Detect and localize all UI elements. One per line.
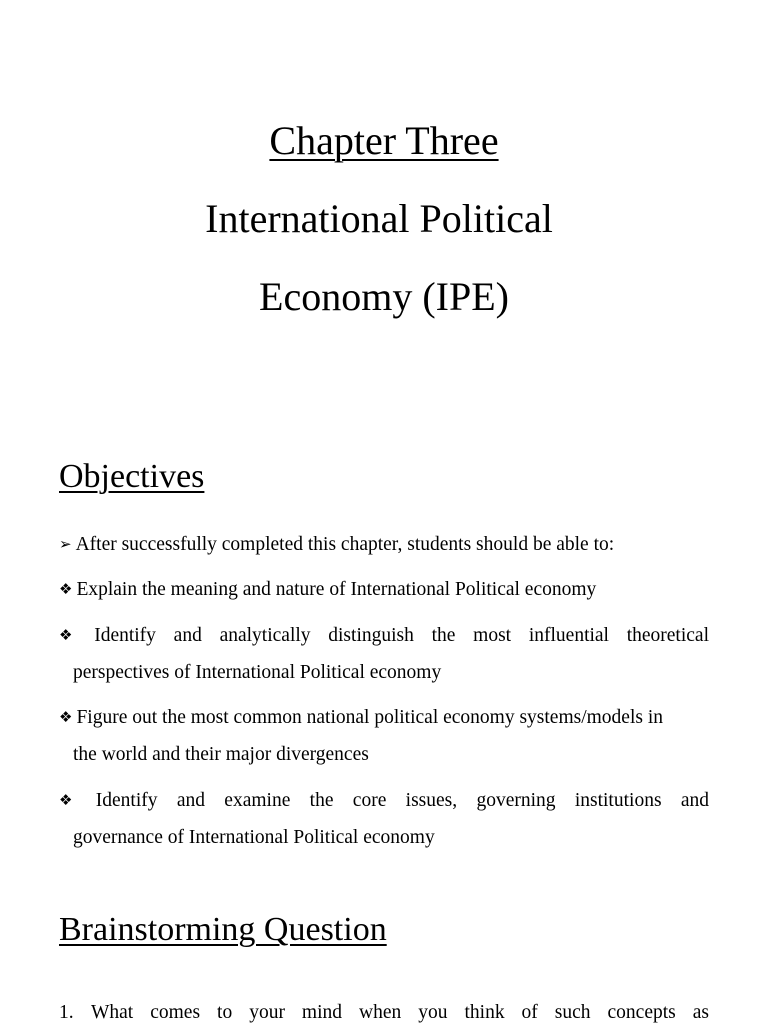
brainstorming-heading: Brainstorming Question [59, 911, 387, 948]
objective-text-continued: perspectives of International Political economy [73, 662, 442, 683]
question-number: 1. [59, 1002, 74, 1023]
objective-text: Figure out the most common national political economy systems/models in [76, 707, 664, 728]
objective-text: Identify and analytically distinguish the most influential theoretical [94, 625, 709, 646]
arrow-bullet-icon: ➢ [59, 535, 72, 553]
chapter-subtitle-line-1: International Political [205, 196, 553, 241]
objective-text: After successfully completed this chapter, students should be able to: [75, 534, 615, 555]
objective-item [59, 617, 709, 691]
objective-text-continued: governance of International Political economy [73, 827, 435, 848]
objective-item [59, 699, 709, 773]
diamond-bullet-icon: ❖ [59, 791, 73, 809]
question-text: What comes to your mind when you think of such concepts as [91, 1002, 709, 1023]
objective-text-continued: the world and their major divergences [73, 744, 369, 765]
diamond-bullet-icon: ❖ [59, 580, 73, 598]
objective-text: Identify and examine the core issues, governing institutions and [95, 790, 710, 811]
diamond-bullet-icon: ❖ [59, 626, 73, 644]
objective-item-intro [59, 526, 709, 563]
chapter-title: Chapter Three [269, 118, 499, 163]
chapter-title-block [0, 102, 768, 336]
diamond-bullet-icon: ❖ [59, 708, 73, 726]
brainstorming-question [59, 994, 709, 1031]
objective-item [59, 571, 709, 608]
objectives-heading: Objectives [59, 458, 205, 495]
chapter-subtitle-line-2: Economy (IPE) [259, 274, 509, 319]
objective-item [59, 782, 709, 856]
objective-text: Explain the meaning and nature of International Political economy [76, 579, 597, 600]
